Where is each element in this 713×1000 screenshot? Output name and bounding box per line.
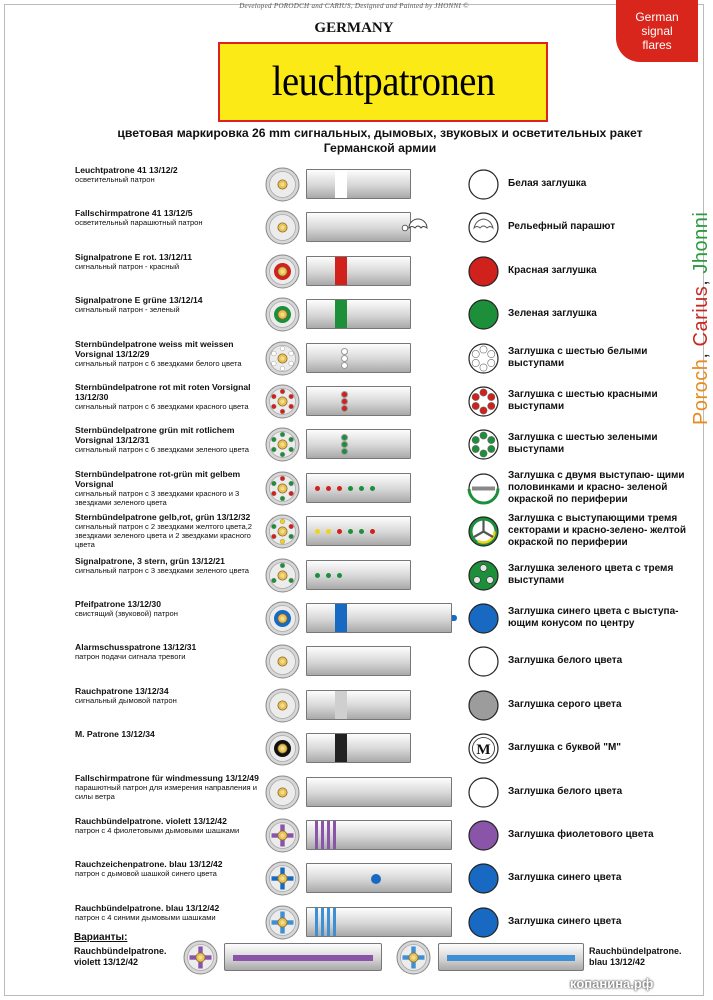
tube-star xyxy=(341,434,348,441)
cartridge-title: Signalpatrone E grüne 13/12/14 xyxy=(75,295,203,306)
primer-center xyxy=(281,617,285,621)
cartridge-tube xyxy=(306,777,452,807)
tube-smoke-stripe xyxy=(327,908,330,936)
cap-stud xyxy=(480,450,487,457)
credit-name: Jhonni xyxy=(690,211,712,274)
base-star xyxy=(280,452,285,457)
primer-center xyxy=(199,956,203,960)
cartridge-tube xyxy=(306,429,411,459)
cap-stud xyxy=(488,350,495,357)
cap-stud xyxy=(472,446,479,453)
cap-caption: Красная заглушка xyxy=(508,264,597,276)
base-star xyxy=(289,394,294,399)
cartridge-row xyxy=(0,165,708,207)
cartridge-description: сигнальный патрон - красный xyxy=(75,261,180,271)
cap-stud xyxy=(472,350,479,357)
cartridge-description: сигнальный патрон с 6 звездками белого цвета xyxy=(75,358,242,368)
cap-icon xyxy=(468,299,499,330)
corner-tag-line: flares xyxy=(642,38,672,52)
cartridge-base xyxy=(265,818,300,853)
tube-star xyxy=(337,529,342,534)
cap-stud xyxy=(480,345,487,352)
tube-star xyxy=(359,486,364,491)
cap-icon xyxy=(468,907,499,938)
cartridge-label xyxy=(75,686,260,705)
cartridge-title: M. Patrone 13/12/34 xyxy=(75,729,155,740)
tube-smoke-stripe xyxy=(327,821,330,849)
tube-smoke-stripe xyxy=(315,821,318,849)
parachute-flare xyxy=(402,226,408,232)
cartridge-description: свистящий (звуковой) патрон xyxy=(75,609,178,618)
cartridge-description: сигнальный патрон с 2 звездками желтого цвета,2 звездками зеленого цвета и 2 звездками красного цвета xyxy=(75,522,253,550)
primer-center xyxy=(281,356,285,360)
parachute-canopy xyxy=(409,219,427,228)
cap-icon xyxy=(468,386,499,417)
cartridge-tube xyxy=(306,473,411,503)
cartridge-base xyxy=(265,341,300,376)
corner-tag-line: German xyxy=(635,10,679,24)
cartridge-label xyxy=(75,729,260,739)
cap-stud xyxy=(474,576,481,583)
cartridge-description: сигнальный патрон с 3 звездками красного и 3 звездками зеленого цвета xyxy=(75,488,240,507)
cap-stud xyxy=(480,432,487,439)
cartridge-base xyxy=(265,688,300,723)
cartridge-row xyxy=(0,686,708,728)
credit-name: Carius xyxy=(690,285,712,347)
base-star xyxy=(289,524,294,529)
cap-caption: Заглушка с буквой "М" xyxy=(508,742,622,754)
tube-star xyxy=(348,486,353,491)
cartridge-base xyxy=(265,297,300,332)
tube-smoke-stripe xyxy=(321,821,324,849)
cartridge-title: Sternbündelpatrone weiss mit weissen Vorsignal 13/12/29 xyxy=(75,338,234,359)
tube-star xyxy=(315,486,320,491)
cap-stud xyxy=(488,402,495,409)
tube-star xyxy=(370,486,375,491)
cap-stud xyxy=(472,393,479,400)
cap-icon xyxy=(468,646,499,677)
cap-icon xyxy=(468,343,499,374)
cartridge-description: патрон с 4 синими дымовыми шашками xyxy=(75,912,216,922)
base-star xyxy=(280,539,285,544)
cap-caption: Заглушка с шестью белыми выступами xyxy=(508,345,648,369)
cartridge-title: Rauchbündelpatrone. blau 13/12/42 xyxy=(75,902,220,913)
tube-star xyxy=(341,398,348,405)
cartridge-base xyxy=(265,471,300,506)
cartridge-base xyxy=(265,861,300,896)
cartridge-description: сигнальный патрон с 6 звездками красного цвета xyxy=(75,402,249,411)
base-star xyxy=(280,409,285,414)
cap-icon xyxy=(468,169,499,200)
subtitle xyxy=(60,126,700,156)
subtitle-line: цветовая маркировка 26 mm сигнальных, дымовых, звуковых и осветительных ракет xyxy=(117,126,643,140)
variants-heading: Варианты: xyxy=(74,932,128,943)
cartridge-base xyxy=(265,384,300,419)
variant-right-tube xyxy=(438,943,584,971)
base-star xyxy=(271,361,276,366)
primer-center xyxy=(412,956,416,960)
cap-disc xyxy=(469,604,498,633)
cartridge-row xyxy=(0,512,708,554)
tube-band xyxy=(335,170,347,198)
cap-disc xyxy=(469,778,498,807)
cartridge-description: сигнальный патрон с 3 звездками зеленого цвета xyxy=(75,565,250,575)
cap-stud xyxy=(472,359,479,366)
cartridge-tube xyxy=(306,863,452,893)
cartridge-row xyxy=(0,556,708,598)
tube-star xyxy=(326,486,331,491)
cartridge-title: Pfeifpatrone 13/12/30 xyxy=(75,599,161,609)
variant-left-tube xyxy=(224,943,382,971)
cap-caption: Заглушка с шестью зелеными выступами xyxy=(508,432,658,456)
cartridge-tube xyxy=(306,603,452,633)
tube-band xyxy=(335,300,347,328)
cartridge-tube xyxy=(306,733,411,763)
cartridge-row xyxy=(0,729,708,771)
cartridge-base xyxy=(265,905,300,940)
cap-icon xyxy=(468,733,499,764)
primer-center xyxy=(281,920,285,924)
cartridge-base xyxy=(265,167,300,202)
cartridge-label xyxy=(75,599,260,618)
cartridge-row xyxy=(0,469,708,511)
base-star xyxy=(280,563,285,568)
cartridge-base xyxy=(265,644,300,679)
cartridge-description: патрон подачи сигнала тревоги xyxy=(75,652,186,662)
cap-icon xyxy=(468,560,499,591)
cartridge-title: Fallschirmpatrone für windmessung 13/12/49 xyxy=(75,772,259,783)
cartridge-tube xyxy=(306,169,411,199)
cap-stud xyxy=(480,389,487,396)
cartridge-row xyxy=(0,642,708,684)
base-star xyxy=(280,389,285,394)
primer-center xyxy=(281,269,285,273)
primer-center xyxy=(281,443,285,447)
cartridge-base xyxy=(265,601,300,636)
tube-star xyxy=(337,573,342,578)
cap-disc xyxy=(469,170,498,199)
cap-stud xyxy=(488,393,495,400)
cap-stud xyxy=(480,407,487,414)
tube-star xyxy=(326,529,331,534)
cap-caption: Заглушка синего цвета xyxy=(508,915,622,927)
cartridge-base xyxy=(265,514,300,549)
base-star xyxy=(289,404,294,409)
cap-stud xyxy=(488,437,495,444)
cap-stud xyxy=(480,564,487,571)
cartridge-label xyxy=(75,903,260,922)
cartridge-tube xyxy=(306,820,452,850)
base-star xyxy=(271,578,276,583)
cartridge-title: Signalpatrone E rot. 13/12/11 xyxy=(75,251,193,262)
base-star xyxy=(271,351,276,356)
tube-star xyxy=(341,355,348,362)
cartridge-base xyxy=(265,775,300,810)
cap-icon xyxy=(468,256,499,287)
primer-center xyxy=(281,834,285,838)
cap-stud xyxy=(488,359,495,366)
tube-band xyxy=(335,734,347,762)
cartridge-row xyxy=(0,425,708,467)
tube-band xyxy=(335,691,347,719)
base-star xyxy=(280,366,285,371)
subtitle-line: Германской армии xyxy=(323,141,437,155)
corner-tag xyxy=(616,0,698,62)
cartridge-description: патрон с 4 фиолетовыми дымовыми шашками xyxy=(75,826,240,835)
cap-stud xyxy=(487,576,494,583)
cartridge-title: Leuchtpatrone 41 13/12/2 xyxy=(75,165,178,175)
credit-line: Developed PORODCH and CARIUS, Designed and Painted by JHONNI © xyxy=(239,2,469,10)
base-star xyxy=(271,481,276,486)
cartridge-tube xyxy=(306,690,411,720)
tube-band xyxy=(335,604,347,632)
cap-icon xyxy=(468,863,499,894)
tube-smoke-stripe xyxy=(315,908,318,936)
cap-stud xyxy=(488,446,495,453)
cartridge-title: Alarmschusspatrone 13/12/31 xyxy=(75,642,197,653)
tube-star xyxy=(341,348,348,355)
cartridge-base xyxy=(265,210,300,245)
tube-smoke-stripe xyxy=(321,908,324,936)
tube-star xyxy=(370,529,375,534)
cartridge-row xyxy=(0,252,708,294)
cartridge-description: сигнальный патрон - зеленый xyxy=(75,305,180,315)
cartridge-tube xyxy=(306,907,452,937)
title-banner xyxy=(218,42,548,122)
banner-title: leuchtpatronen xyxy=(271,59,495,105)
variant-left-stripe xyxy=(233,955,373,961)
cartridge-label xyxy=(75,165,260,184)
cap-icon xyxy=(468,212,499,243)
tube-smoke-dot xyxy=(371,874,381,884)
cartridge-description: парашютный патрон для измерения направления и силы ветра xyxy=(75,782,258,801)
cartridge-row xyxy=(0,339,708,381)
cap-caption: Зеленая заглушка xyxy=(508,308,597,320)
cartridge-label xyxy=(75,556,260,575)
primer-center xyxy=(281,790,285,794)
cap-icon xyxy=(468,473,499,504)
cap-disc xyxy=(469,647,498,676)
primer-center xyxy=(281,313,285,317)
tube-star xyxy=(326,573,331,578)
cap-icon xyxy=(468,429,499,460)
base-star xyxy=(271,491,276,496)
base-star xyxy=(271,394,276,399)
base-star xyxy=(271,404,276,409)
cap-caption: Заглушка с двумя выступаю- щими половинками и красно- зеленой окраской по периферии xyxy=(508,469,685,505)
cartridge-tube xyxy=(306,516,411,546)
primer-center xyxy=(281,703,285,707)
cap-disc xyxy=(469,864,498,893)
base-star xyxy=(289,491,294,496)
cartridge-tube xyxy=(306,386,411,416)
tube-star xyxy=(359,529,364,534)
tube-star xyxy=(341,441,348,448)
cap-disc xyxy=(469,691,498,720)
cartridge-row xyxy=(0,773,708,815)
cap-caption: Заглушка белого цвета xyxy=(508,785,623,797)
cartridge-row xyxy=(0,382,708,424)
base-star xyxy=(289,481,294,486)
cartridge-description: осветительный патрон xyxy=(75,175,155,184)
primer-center xyxy=(281,183,285,187)
cap-disc xyxy=(469,821,498,850)
variant-right-name: Rauchbündelpatrone. blau 13/12/42 xyxy=(589,946,682,967)
tube-star xyxy=(315,573,320,578)
cap-disc xyxy=(469,908,498,937)
credit-separator: , xyxy=(690,279,712,286)
base-star xyxy=(280,346,285,351)
tube-smoke-stripe xyxy=(333,821,336,849)
cartridge-base xyxy=(265,254,300,289)
cartridge-description: сигнальный дымовой патрон xyxy=(75,695,177,705)
base-star xyxy=(280,432,285,437)
base-star xyxy=(280,519,285,524)
tube-star xyxy=(337,486,342,491)
cap-caption: Рельефный парашют xyxy=(508,221,616,233)
variant-right-base xyxy=(396,940,432,976)
base-star xyxy=(280,476,285,481)
cap-icon xyxy=(468,603,499,634)
cartridge-title: Rauchzeichenpatrone. blau 13/12/42 xyxy=(75,859,223,870)
cartridge-row xyxy=(0,859,708,901)
cap-bar xyxy=(472,486,495,490)
credit-name: Poroch xyxy=(690,358,712,425)
primer-center xyxy=(281,400,285,404)
cap-disc xyxy=(469,300,498,329)
cartridge-tube xyxy=(306,343,411,373)
base-star xyxy=(289,534,294,539)
base-star xyxy=(289,447,294,452)
variant-left-base xyxy=(183,940,219,976)
credit-separator: , xyxy=(690,352,712,359)
tube-star xyxy=(341,391,348,398)
cap-caption: Заглушка фиолетового цвета xyxy=(508,829,654,840)
cap-caption: Заглушка с выступающими тремя секторами и красно-зелено- желтой окраской по периферии xyxy=(508,513,686,549)
cartridge-title: Fallschirmpatrone 41 13/12/5 xyxy=(75,208,193,219)
tube-parachute xyxy=(399,214,429,242)
cartridge-row xyxy=(0,208,708,250)
cartridge-title: Signalpatrone, 3 stern, grün 13/12/21 xyxy=(75,555,225,566)
tube-star xyxy=(341,448,348,455)
cartridge-description: сигнальный патрон с 6 звездками зеленого цвета xyxy=(75,445,250,455)
cap-icon xyxy=(468,777,499,808)
cartridge-tube xyxy=(306,256,411,286)
cap-icon xyxy=(468,690,499,721)
cap-stud xyxy=(472,437,479,444)
variant-left-name: Rauchbündelpatrone. violett 13/12/42 xyxy=(74,946,167,967)
cartridge-label xyxy=(75,816,260,835)
tube-smoke-stripe xyxy=(333,908,336,936)
cap-disc xyxy=(469,257,498,286)
cap-icon xyxy=(468,516,499,547)
cap-icon xyxy=(468,820,499,851)
cartridge-row xyxy=(0,295,708,337)
variant-right-stripe xyxy=(447,955,575,961)
cap-stud xyxy=(472,402,479,409)
base-star xyxy=(271,437,276,442)
primer-center xyxy=(281,530,285,534)
cartridge-row xyxy=(0,816,708,858)
cartridge-row xyxy=(0,599,708,641)
cartridge-label xyxy=(75,339,260,368)
cartridge-label xyxy=(75,382,260,411)
cartridge-base xyxy=(265,427,300,462)
cartridge-label xyxy=(75,208,260,227)
tube-star xyxy=(341,362,348,369)
cartridge-label xyxy=(75,773,260,801)
cap-caption: Заглушка белого цвета xyxy=(508,655,623,667)
tube-star xyxy=(348,529,353,534)
cap-stud xyxy=(480,363,487,370)
whistle-cone xyxy=(452,615,457,621)
primer-center xyxy=(281,226,285,230)
cartridge-base xyxy=(265,731,300,766)
base-star xyxy=(289,578,294,583)
cartridge-description: осветительный парашютный патрон xyxy=(75,218,203,228)
cartridge-label xyxy=(75,295,260,314)
cartridge-base xyxy=(265,558,300,593)
cap-disc xyxy=(469,213,498,242)
cartridge-tube xyxy=(306,560,411,590)
base-star xyxy=(289,437,294,442)
base-star xyxy=(280,496,285,501)
cartridge-label xyxy=(75,469,260,507)
cartridge-label xyxy=(75,642,260,661)
base-star xyxy=(271,524,276,529)
cartridge-title: Rauchbündelpatrone. violett 13/12/42 xyxy=(75,816,227,826)
primer-center xyxy=(281,660,285,664)
primer-center xyxy=(281,877,285,881)
primer-center xyxy=(281,573,285,577)
cartridge-title: Sternbündelpatrone rot mit roten Vorsignal 13/12/30 xyxy=(75,382,251,402)
cap-caption: Белая заглушка xyxy=(508,178,587,189)
tube-band xyxy=(335,257,347,285)
cartridge-label xyxy=(75,859,260,878)
cap-caption: Заглушка зеленого цвета с тремя выступами xyxy=(508,562,674,586)
base-star xyxy=(289,361,294,366)
cartridge-label xyxy=(75,252,260,271)
cartridge-title: Sternbündelpatrone rot-grün mit gelbem Vorsignal xyxy=(75,468,241,489)
cartridge-tube xyxy=(306,299,411,329)
cartridge-label xyxy=(75,425,260,454)
cap-caption: Заглушка серого цвета xyxy=(508,698,622,710)
primer-center xyxy=(281,486,285,490)
cap-caption: Заглушка с шестью красными выступами xyxy=(508,389,658,412)
cartridge-title: Sternbündelpatrone gelb,rot, grün 13/12/32 xyxy=(75,512,251,523)
base-star xyxy=(271,534,276,539)
cartridge-tube xyxy=(306,212,411,242)
cartridge-description: патрон с дымовой шашкой синего цвета xyxy=(75,869,217,879)
country-heading: GERMANY xyxy=(314,20,394,36)
primer-center xyxy=(281,747,285,751)
cartridge-label xyxy=(75,512,260,549)
cartridge-title: Sternbündelpatrone grün mit rotlichem Vorsignal 13/12/31 xyxy=(75,425,235,446)
tube-star xyxy=(315,529,320,534)
cap-caption: Заглушка синего цвета xyxy=(508,872,622,884)
corner-tag-line: signal xyxy=(641,24,673,38)
cap-letter: M xyxy=(476,742,491,759)
tube-star xyxy=(341,405,348,412)
cartridge-tube xyxy=(306,646,411,676)
cap-caption: Заглушка синего цвета с выступа- ющим конусом по центру xyxy=(508,606,679,629)
cartridge-title: Rauchpatrone 13/12/34 xyxy=(75,685,169,696)
base-star xyxy=(271,447,276,452)
watermark: копанина.рф xyxy=(570,976,654,991)
base-star xyxy=(289,351,294,356)
